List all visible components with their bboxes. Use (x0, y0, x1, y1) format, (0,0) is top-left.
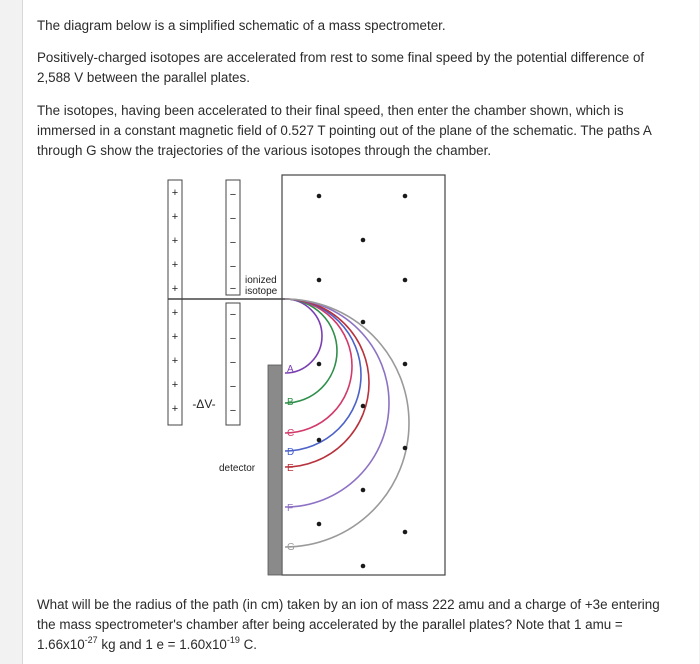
field-dot (361, 404, 366, 409)
question-part3: C. (239, 637, 257, 652)
field-dot (403, 194, 408, 199)
magnetic-chamber (282, 175, 445, 575)
field-dot (317, 194, 322, 199)
plus-sign: + (171, 307, 179, 319)
trajectory-G (285, 299, 409, 547)
plus-sign: + (171, 283, 179, 295)
question-part1: What will be the radius of the path (in cm) taken by an ion of mass 222 amu and a charge of +3e entering the mass spectrometer's chamber after being accelerated by the parallel plates? Note that 1 amu = 1.66x10 (37, 597, 660, 652)
minus-sign: − (229, 405, 237, 417)
field-dot (361, 238, 366, 243)
minus-sign: − (229, 357, 237, 369)
question-part2: kg and 1 e = 1.60x10 (97, 637, 227, 652)
path-label-A: A (287, 364, 294, 375)
voltage-label: -ΔV- (192, 397, 216, 411)
detector-strip (268, 365, 282, 575)
path-label-E: E (287, 463, 294, 474)
minus-sign: − (229, 283, 237, 295)
plus-sign: + (171, 379, 179, 391)
isotope-label: isotope (245, 286, 278, 297)
minus-sign: − (229, 189, 237, 201)
field-dot (403, 278, 408, 283)
detector-label: detector (219, 463, 256, 474)
field-dot (317, 362, 322, 367)
intro-text: The diagram below is a simplified schematic of a mass spectrometer. (37, 18, 446, 33)
question-exp2: -19 (226, 635, 240, 645)
field-dot (317, 278, 322, 283)
paragraph-field: The isotopes, having been accelerated to their final speed, then enter the chamber shown, which is immersed in a constant magnetic field of 0.527 T pointing out of the plane of the schematic. The paths A through G show the trajectories of the various isotopes through the chamber. (37, 103, 652, 158)
minus-sign: − (229, 309, 237, 321)
plus-sign: + (171, 355, 179, 367)
field-dot (361, 320, 366, 325)
path-label-C: C (287, 428, 295, 439)
field-dot (361, 488, 366, 493)
minus-sign: − (229, 261, 237, 273)
path-label-D: D (287, 447, 295, 458)
minus-sign: − (229, 333, 237, 345)
plus-sign: + (171, 187, 179, 199)
field-dots (317, 194, 408, 569)
path-label-F: F (287, 503, 294, 514)
trajectory-F (285, 299, 389, 507)
field-dot (317, 438, 322, 443)
question-card (22, 0, 699, 664)
plus-sign: + (171, 403, 179, 415)
plus-sign: + (171, 211, 179, 223)
minus-sign: − (229, 237, 237, 249)
mass-spectrometer-diagram (23, 0, 699, 590)
ionized-label: ionized (245, 275, 277, 286)
field-dot (403, 530, 408, 535)
paragraph-voltage: Positively-charged isotopes are accelerated from rest to some final speed by the potential difference of 2,588 V between the parallel plates. (37, 50, 645, 85)
field-dot (361, 564, 366, 569)
field-dot (403, 446, 408, 451)
path-label-G: G (287, 542, 295, 553)
field-dot (403, 362, 408, 367)
plus-sign: + (171, 235, 179, 247)
path-label-B: B (287, 397, 294, 408)
minus-sign: − (229, 213, 237, 225)
question-exp1: -27 (84, 635, 98, 645)
field-dot (317, 522, 322, 527)
question-text (37, 595, 677, 655)
plus-sign: + (171, 259, 179, 271)
minus-sign: − (229, 381, 237, 393)
plus-sign: + (171, 331, 179, 343)
